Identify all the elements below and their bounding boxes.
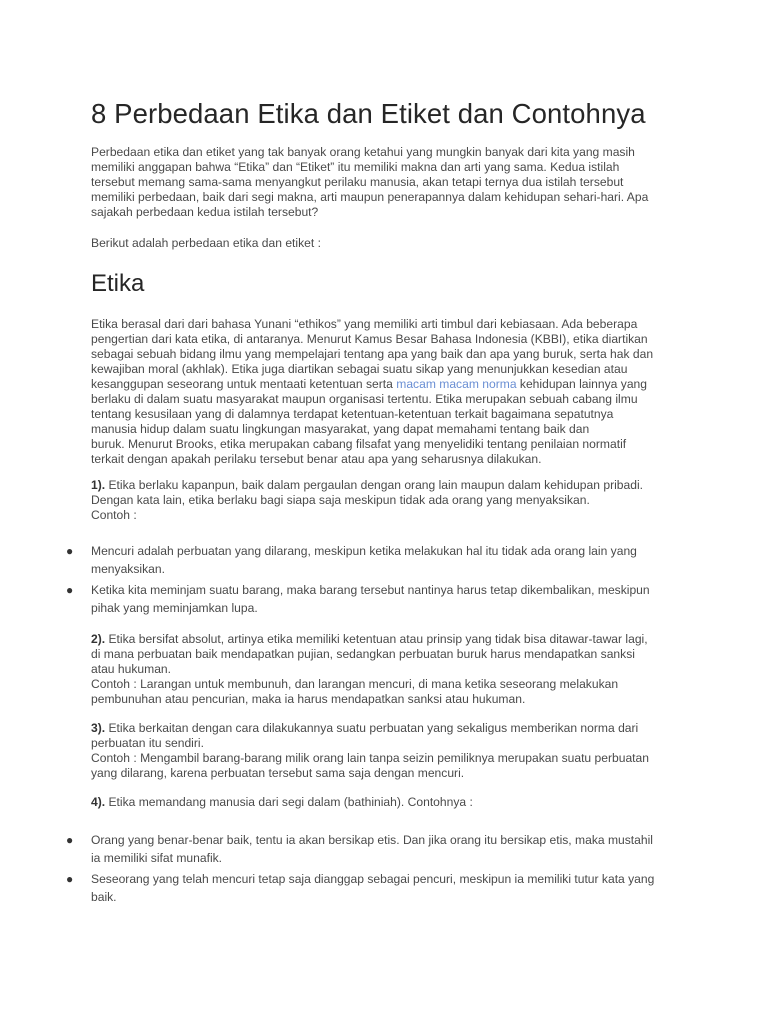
point-number: 1). (91, 478, 106, 492)
point-2-line: Contoh : Larangan untuk membunuh, dan larangan mencuri, di mana ketika seseorang melakukan (91, 677, 619, 691)
point-number: 4). (91, 795, 106, 809)
list-item-line: Mencuri adalah perbuatan yang dilarang, meskipun ketika melakukan hal itu tidak ada orang lain yang (91, 544, 637, 558)
list-item-line: Seseorang yang telah mencuri tetap saja dianggap sebagai pencuri, meskipun ia memiliki tutur kata yang (91, 872, 655, 886)
point-3-line: Contoh : Mengambil barang-barang milik orang lain tanpa seizin pemiliknya merupakan suatu perbuatan (91, 751, 649, 765)
bullet-icon: ● (66, 833, 74, 847)
point-3-line: perbuatan itu sendiri. (91, 736, 204, 750)
list-item (0, 871, 768, 906)
etika-line: terkait dengan apakah perilaku tersebut benar atau apa yang seharusnya dilakukan. (91, 452, 542, 466)
intro-line: sajakah perbedaan kedua istilah tersebut? (91, 205, 319, 219)
etika-line: sebagai sebuah bidang ilmu yang mempelajari tentang apa yang baik dan apa yang buruk, serta hak dan (91, 347, 654, 361)
etika-line: manusia hidup dalam suatu lingkungan masyarakat, yang dapat memahami tentang baik dan (91, 422, 590, 436)
bullet-list-2 (0, 832, 768, 910)
point-2-line: atau hukuman. (91, 662, 172, 676)
intro-line: Perbedaan etika dan etiket yang tak banyak orang ketahui yang mungkin banyak dari kita yang masih (91, 145, 635, 159)
intro-paragraph (91, 145, 681, 220)
etika-line: buruk. Menurut Brooks, etika merupakan cabang filsafat yang menyelidiki tentang penilaian normatif (91, 437, 627, 451)
list-item-line: Ketika kita meminjam suatu barang, maka barang tersebut nantinya harus tetap dikembalikan, meskipun (91, 583, 650, 597)
point-2-line: pembunuhan atau pencurian, maka ia harus mendapatkan sanksi atau hukuman. (91, 692, 526, 706)
point-text: Etika berkaitan dengan cara dilakukannya suatu perbuatan yang sekaligus memberikan norma dari (105, 721, 639, 735)
point-text: Etika memandang manusia dari segi dalam (bathiniah). Contohnya : (105, 795, 473, 809)
etika-line: kewajiban moral (akhlak). Etika juga diartikan sebagai suatu sikap yang menunjukkan kesedian atau (91, 362, 628, 376)
point-2-line (91, 632, 681, 647)
point-4 (91, 795, 681, 810)
point-1-line (91, 478, 681, 493)
bullet-icon: ● (66, 583, 74, 597)
list-item-line: ia memiliki sifat munafik. (91, 850, 223, 865)
point-1-line: Dengan kata lain, etika berlaku bagi siapa saja meskipun tidak ada orang yang menyaksikan. (91, 493, 590, 507)
section-heading-etika: Etika (91, 270, 145, 297)
link-prefix: kesanggupan seseorang untuk mentaati ketentuan serta (91, 377, 397, 391)
intro-line: memiliki perbedaan, baik dari segi makna, arti maupun penerapannya dalam kehidupan sehari-hari. Apa (91, 190, 649, 204)
point-1-line: Contoh : (91, 508, 137, 522)
macam-norma-link[interactable]: macam macam norma (396, 377, 517, 391)
berikut-line: Berikut adalah perbedaan etika dan etiket : (91, 236, 321, 250)
list-item-line: pihak yang meminjamkan lupa. (91, 600, 258, 615)
point-4-line (91, 795, 681, 810)
list-item (0, 543, 768, 578)
point-2 (91, 632, 681, 707)
page-title: 8 Perbedaan Etika dan Etiket dan Contohnya (91, 98, 646, 129)
link-suffix: kehidupan lainnya yang (516, 377, 647, 391)
bullet-icon: ● (66, 544, 74, 558)
etika-line: berlaku di dalam suatu masyarakat maupun organisasi tertentu. Etika merupakan sebuah cabang ilmu (91, 392, 638, 406)
etika-line: tentang kesusilaan yang di dalamnya terdapat ketentuan-ketentuan terkait bagaimana sepatutnya (91, 407, 614, 421)
list-item-line: baik. (91, 889, 117, 904)
intro-line: tersebut memang sama-sama menyangkut perilaku manusia, akan tetapi ternya dua istilah tersebut (91, 175, 624, 189)
point-number: 2). (91, 632, 106, 646)
list-item-line: Orang yang benar-benar baik, tentu ia akan bersikap etis. Dan jika orang itu bersikap etis, maka mustahil (91, 833, 653, 847)
point-2-line: di mana perbuatan baik mendapatkan pujian, sedangkan perbuatan buruk harus mendapatkan sanksi (91, 647, 635, 661)
etika-line: Etika berasal dari dari bahasa Yunani “ethikos” yang memiliki arti timbul dari kebiasaan. Ada beberapa (91, 317, 638, 331)
list-item (0, 582, 768, 617)
point-3 (91, 721, 681, 781)
etika-line-with-link (91, 377, 681, 392)
list-item-line: menyaksikan. (91, 561, 165, 576)
point-text: Etika berlaku kapanpun, baik dalam pergaulan dengan orang lain maupun dalam kehidupan pribadi. (105, 478, 644, 492)
point-3-line (91, 721, 681, 736)
point-3-line: yang dilarang, karena perbuatan tersebut sama saja dengan mencuri. (91, 766, 465, 780)
list-item (0, 832, 768, 867)
bullet-list-1 (0, 543, 768, 621)
point-1 (91, 478, 681, 523)
etika-paragraph (91, 317, 681, 467)
etika-line: pengertian dari kata etika, di antaranya. Menurut Kamus Besar Bahasa Indonesia (KBBI), etika diartikan (91, 332, 648, 346)
bullet-icon: ● (66, 872, 74, 886)
point-text: Etika bersifat absolut, artinya etika memiliki ketentuan atau prinsip yang tidak bisa ditawar-tawar lagi, (105, 632, 648, 646)
point-number: 3). (91, 721, 106, 735)
intro-line: memiliki anggapan bahwa “Etika” dan “Etiket” itu memiliki makna dan arti yang sama. Kedua istilah (91, 160, 620, 174)
